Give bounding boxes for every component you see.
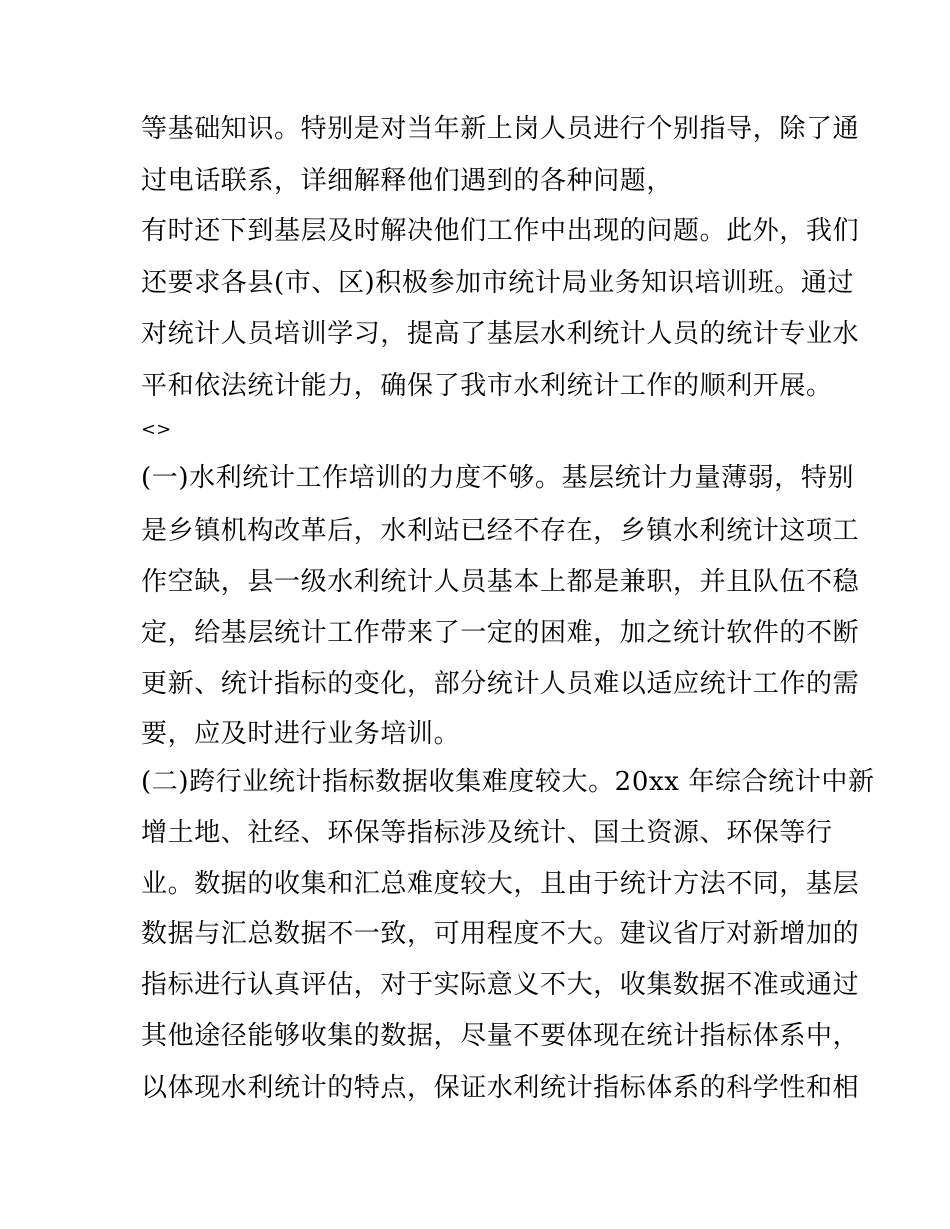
text-line: (二)跨行业统计指标数据收集难度较大。20xx 年综合统计中新 (141, 767, 875, 797)
text-line: <> (141, 419, 172, 440)
text-line: 等基础知识。特别是对当年新上岗人员进行个别指导，除了通 (141, 114, 860, 144)
text-line: 要，应及时进行业务培训。 (141, 719, 461, 749)
text-line: 数据与汇总数据不一致，可用程度不大。建议省厅对新增加的 (141, 919, 860, 949)
text-line: 指标进行认真评估，对于实际意义不大，收集数据不准或通过 (141, 970, 860, 1000)
text-line: 还要求各县(市、区)积极参加市统计局业务知识培训班。通过 (141, 268, 855, 298)
text-line: 增土地、社经、环保等指标涉及统计、国土资源、环保等行 (141, 818, 833, 848)
text-line: 对统计人员培训学习，提高了基层水利统计人员的统计专业水 (141, 319, 860, 349)
text-line: 其他途径能够收集的数据，尽量不要体现在统计指标体系中， (141, 1021, 860, 1051)
text-line: 以体现水利统计的特点，保证水利统计指标体系的科学性和相 (141, 1073, 860, 1103)
text-line: 是乡镇机构改革后，水利站已经不存在，乡镇水利统计这项工 (141, 516, 860, 546)
text-line: 过电话联系，详细解释他们遇到的各种问题， (141, 166, 674, 196)
text-line: 业。数据的收集和汇总难度较大，且由于统计方法不同，基层 (141, 869, 860, 899)
text-line: 作空缺，县一级水利统计人员基本上都是兼职，并且队伍不稳 (141, 567, 860, 597)
text-line: 更新、统计指标的变化，部分统计人员难以适应统计工作的需 (141, 669, 860, 699)
text-line: 有时还下到基层及时解决他们工作中出现的问题。此外，我们 (141, 216, 860, 246)
text-line: 平和依法统计能力，确保了我市水利统计工作的顺利开展。 (141, 371, 833, 401)
text-line: (一)水利统计工作培训的力度不够。基层统计力量薄弱，特别 (141, 463, 855, 493)
text-line: 定，给基层统计工作带来了一定的困难，加之统计软件的不断 (141, 618, 860, 648)
